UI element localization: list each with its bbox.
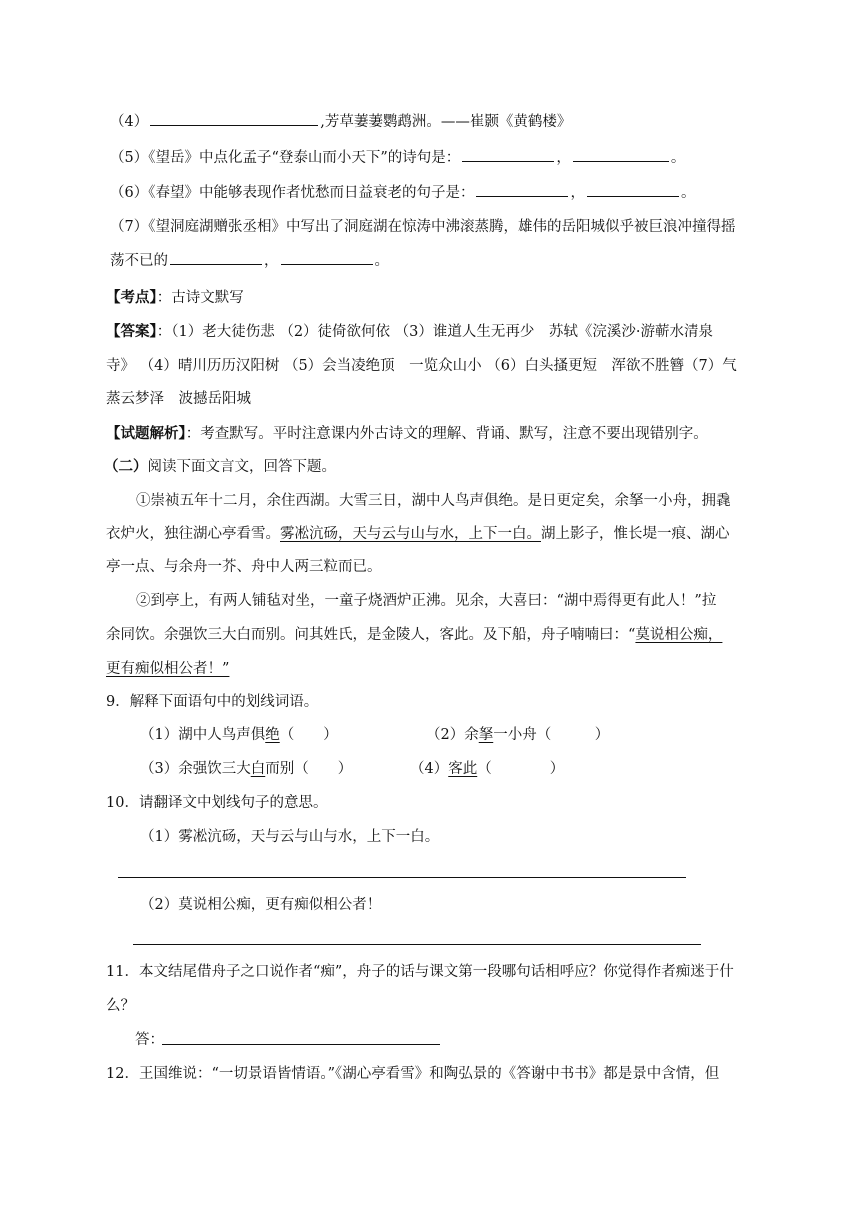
q9-item-4: [410, 759, 564, 779]
answer-blank[interactable]: [476, 182, 568, 197]
q9-item-3: [140, 759, 352, 779]
kaodian-text: ：古诗文默写: [156, 290, 244, 306]
q9-item-1: [140, 725, 338, 745]
question-text: （6）《春望》中能够表现作者忧愁而日益衰老的句子是：: [110, 185, 475, 201]
passage-p2-line1: ②到亭上，有两人铺毡对坐，一童子烧酒炉正沸。见余，大喜曰：“湖中焉得更有此人！”拉: [136, 593, 717, 609]
passage-p1-line2: [106, 524, 730, 544]
question-6: [110, 182, 695, 203]
question-10-title: 10．请翻译文中划线句子的意思。: [106, 795, 328, 811]
underlined-sentence-1: 雾凇沆砀，天与云与山与水，上下一白。: [280, 526, 541, 542]
answer-label: 【答案】: [106, 323, 157, 340]
item-text: （1）湖中人鸟声俱: [140, 727, 266, 743]
separator: ，: [264, 253, 279, 269]
answer-blank[interactable]: [587, 182, 679, 197]
kaodian: [106, 288, 244, 308]
answer-line[interactable]: [118, 877, 686, 878]
period: 。: [680, 185, 696, 201]
answer-paren[interactable]: （ ）: [279, 727, 338, 743]
underlined-sentence-2: 莫说相公痴，: [635, 627, 723, 643]
target-word: 绝: [265, 727, 280, 743]
answer-line-2: 寺》 （4）晴川历历汉阳树 （5）会当凌绝顶 一览众山小 （6）白头搔更短 浑欲不胜簪（7）气: [106, 358, 737, 374]
answer-paren[interactable]: 而别（ ）: [265, 761, 353, 777]
passage-p2-line3: [106, 659, 229, 679]
jiexi: [106, 424, 708, 444]
section-number: （二）: [104, 458, 148, 475]
answer-line[interactable]: [162, 1044, 440, 1045]
question-7-line2: [110, 250, 389, 271]
answer-paren[interactable]: 一小舟（ ）: [493, 727, 610, 743]
question-text: 荡不已的: [110, 253, 168, 269]
period: 。: [374, 253, 389, 269]
q9-item-2: [426, 725, 609, 745]
question-number: （4）: [110, 114, 149, 130]
answer-line-1: [106, 322, 713, 342]
question-text: （5）《望岳》中点化孟子“登泰山而小天下”的诗句是：: [110, 150, 461, 166]
target-word: 白: [250, 761, 266, 777]
q10-sentence-1: （1）雾凇沆砀，天与云与山与水，上下一白。: [140, 829, 440, 845]
separator: ，: [570, 185, 585, 201]
answer-line[interactable]: [133, 944, 701, 945]
passage-text: 衣炉火，独往湖心亭看雪。: [106, 526, 280, 542]
separator: ，: [556, 150, 571, 166]
q11-answer-label: 答：: [135, 1032, 164, 1048]
kaodian-label: 【考点】: [106, 289, 157, 306]
underlined-sentence-2-cont: 更有痴似相公者！: [106, 661, 222, 677]
passage-text: 湖上影子，惟长堤一痕、湖心: [541, 526, 730, 542]
passage-p1-line1: ①崇祯五年十二月，余住西湖。大雪三日，湖中人鸟声俱绝。是日更定矣，余拏一小舟，拥毳: [136, 493, 731, 509]
question-11-line1: 11．本文结尾借舟子之口说作者“痴”，舟子的话与课文第一段哪句话相呼应？你觉得作者痴迷于什: [106, 964, 734, 980]
answer-line-3: 蒸云梦泽 波撼岳阳城: [106, 391, 251, 407]
passage-text: 余同饮。余强饮三大白而别。问其姓氏，是金陵人，客此。及下船，舟子喃喃曰：“: [106, 627, 636, 643]
q10-sentence-2: （2）莫说相公痴，更有痴似相公者！: [140, 897, 382, 913]
question-4: [110, 111, 571, 132]
target-word: 拏: [478, 727, 494, 743]
question-5: [110, 147, 685, 168]
question-text: ,芳草萋萋鹦鹉洲。——崔颢《黄鹤楼》: [320, 114, 572, 130]
answer-paren[interactable]: （ ）: [477, 761, 565, 777]
jiexi-text: ：考查默写。平时注意课内外古诗文的理解、背诵、默写，注意不要出现错别字。: [185, 426, 708, 442]
answer-blank[interactable]: [281, 250, 373, 265]
target-word: 客此: [448, 761, 478, 777]
item-text: （2）余: [426, 727, 479, 743]
question-7-line1: （7）《望洞庭湖赠张丞相》中写出了洞庭湖在惊涛中沸滚蒸腾，雄伟的岳阳城似乎被巨浪冲撞得摇: [110, 219, 736, 235]
answer-blank[interactable]: [170, 250, 262, 265]
item-text: （3）余强饮三大: [140, 761, 251, 777]
passage-p1-line3: 亭一点、与余舟一芥、舟中人两三粒而已。: [106, 559, 382, 575]
period: 。: [670, 150, 686, 166]
jiexi-label: 【试题解析】: [106, 425, 186, 442]
answer-blank[interactable]: [462, 147, 554, 162]
answer-blank[interactable]: [573, 147, 669, 162]
question-9-title: 9．解释下面语句中的划线词语。: [106, 694, 319, 710]
answer-text: ：（1）老大徒伤悲 （2）徒倚欲何依 （3）谁道人生无再少 苏轼《浣溪沙·游蕲水清泉: [156, 324, 714, 340]
item-text: （4）: [410, 761, 449, 777]
passage-p2-line2: [106, 625, 722, 645]
section-heading: [104, 457, 336, 477]
answer-blank[interactable]: [150, 111, 318, 126]
question-11-line2: 么？: [106, 998, 135, 1014]
closing-quote: ”: [222, 661, 230, 677]
section-title: 阅读下面文言文，回答下题。: [147, 459, 336, 475]
question-12-line1: 12．王国维说：“一切景语皆情语。”《湖心亭看雪》和陶弘景的《答谢中书书》都是景中含情，但: [106, 1066, 720, 1082]
